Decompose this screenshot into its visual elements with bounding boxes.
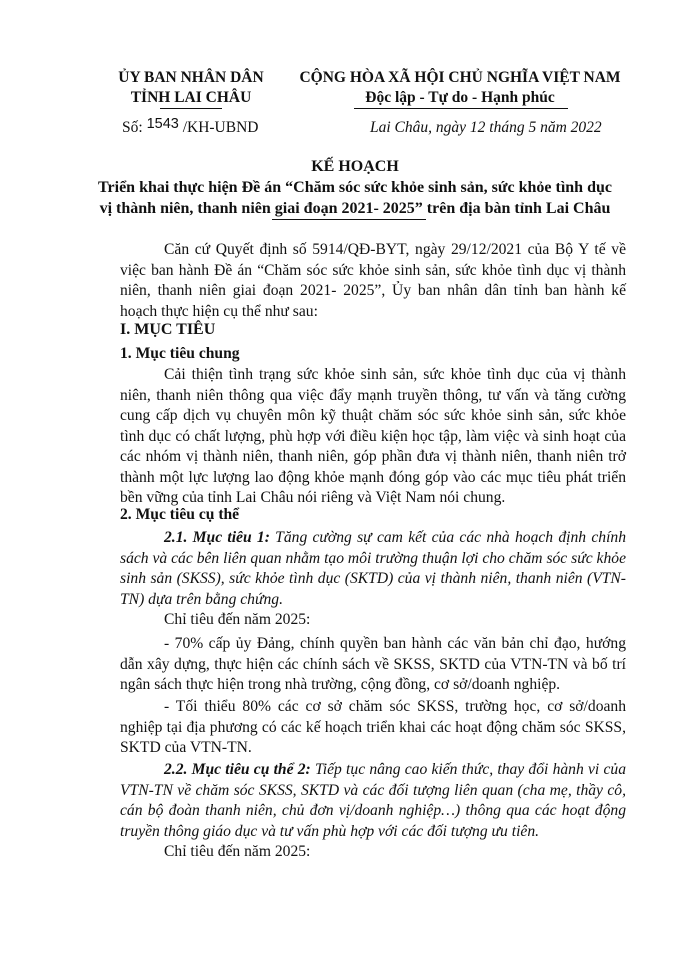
target-2025-b: Chỉ tiêu đến năm 2025: (164, 843, 311, 860)
date-month: 5 (528, 119, 537, 136)
agency-underline (160, 108, 222, 109)
title-line-1: Triển khai thực hiện Đề án “Chăm sóc sức khỏe sinh sản, sức khỏe tình dục (98, 179, 612, 196)
goal-2-1-paragraph (120, 528, 626, 610)
agency-line-2: TỈNH LAI CHÂU (130, 89, 252, 106)
subsection-2-heading: 2. Mục tiêu cụ thể (120, 506, 240, 523)
place-date-prefix: Lai Châu, ngày (370, 119, 467, 136)
motto-underline (354, 108, 568, 109)
national-motto (286, 68, 634, 108)
subsection-1-heading: 1. Mục tiêu chung (120, 345, 240, 362)
target-2025-a: Chỉ tiêu đến năm 2025: (164, 611, 311, 628)
goal-2-1-label: 2.1. Mục tiêu 1: (164, 529, 270, 546)
date-day: 12 (469, 119, 486, 136)
goal-2-1-text: Tăng cường sự cam kết của các nhà hoạch định chính sách và các bên liên quan nhằm tạo môi trường thuận lợi cho chăm sóc sức khỏe sinh sản (SKSS), sức khỏe tình dục (SKTD) của vị thành niên, thanh niên (VTN-TN) dựa trên bằng chứng. (120, 529, 626, 608)
general-goal-paragraph: Cải thiện tình trạng sức khỏe sinh sản, sức khỏe tình dục của vị thành niên, thanh niên thông qua việc đẩy mạnh truyền thông, tư vấn và tăng cường cung cấp dịch vụ chuyên môn kỹ thuật chăm sóc sức khỏe sinh sản, sức khỏe tình dục có chất lượng, phù hợp với điều kiện học tập, làm việc và sinh hoạt của các nhóm vị thành niên, thanh niên, góp phần đưa vị thành niên, thanh niên trở thành một lực lượng lao động khỏe mạnh đóng góp vào các mục tiêu phát triển bền vững của tỉnh Lai Châu nói riêng và Việt Nam nói chung. (120, 366, 626, 506)
goal-2-2-paragraph (120, 760, 626, 842)
month-text: tháng (489, 119, 525, 136)
document-title (60, 156, 650, 219)
place-date (370, 118, 620, 138)
number-suffix: /KH-UBND (182, 119, 259, 136)
bullet-1: - 70% cấp ủy Đảng, chính quyền ban hành các văn bản chỉ đạo, hướng dẫn xây dựng, thực hiện các chính sách về SKSS, SKTD của VTN-TN và bố trí ngân sách thực hiện trong nhà trường, cộng đồng, cơ sở/doanh nghiệp. (120, 635, 626, 693)
number-prefix: Số: (122, 119, 143, 136)
goal-2-2-label: 2.2. Mục tiêu cụ thể 2: (164, 761, 311, 778)
document-number (122, 118, 322, 138)
goal-2-2-text: Tiếp tục nâng cao kiến thức, thay đổi hành vi của VTN-TN về chăm sóc SKSS, SKTD và các đối tượng liên quan (cha mẹ, thầy cô, cán bộ đoàn thanh niên, chủ đơn vị/doanh nghiệp…) thông qua các hoạt động truyền thông giáo dục và tư vấn phù hợp với các đối tượng ưu tiên. (120, 761, 626, 840)
doc-type: KẾ HOẠCH (311, 158, 399, 175)
nation-line-2: Độc lập - Tự do - Hạnh phúc (365, 89, 555, 106)
bullet-2: - Tối thiểu 80% các cơ sở chăm sóc SKSS, trường học, cơ sở/doanh nghiệp tại địa phương có các kế hoạch triển khai các hoạt động chăm sóc SKSS, SKTD của VTN-TN. (120, 698, 626, 756)
intro-paragraph: Căn cứ Quyết định số 5914/QĐ-BYT, ngày 29/12/2021 của Bộ Y tế về việc ban hành Đề án “Chăm sóc sức khỏe sinh sản, sức khỏe tình dục vị thành niên, thanh niên giai đoạn 2021- 2025”, Ủy ban nhân dân tỉnh ban hành kế hoạch thực hiện cụ thể như sau: (120, 241, 626, 320)
year-text: năm 2022 (540, 119, 602, 136)
issuing-agency (108, 68, 274, 108)
number-value: 1543 (146, 116, 179, 132)
section-1-heading: I. MỤC TIÊU (120, 321, 216, 338)
nation-line-1: CỘNG HÒA XÃ HỘI CHỦ NGHĨA VIỆT NAM (299, 69, 621, 86)
title-line-2: vị thành niên, thanh niên giai đoạn 2021- 2025” trên địa bàn tỉnh Lai Châu (99, 200, 611, 217)
title-underline (272, 219, 426, 220)
agency-line-1: ỦY BAN NHÂN DÂN (118, 69, 264, 86)
